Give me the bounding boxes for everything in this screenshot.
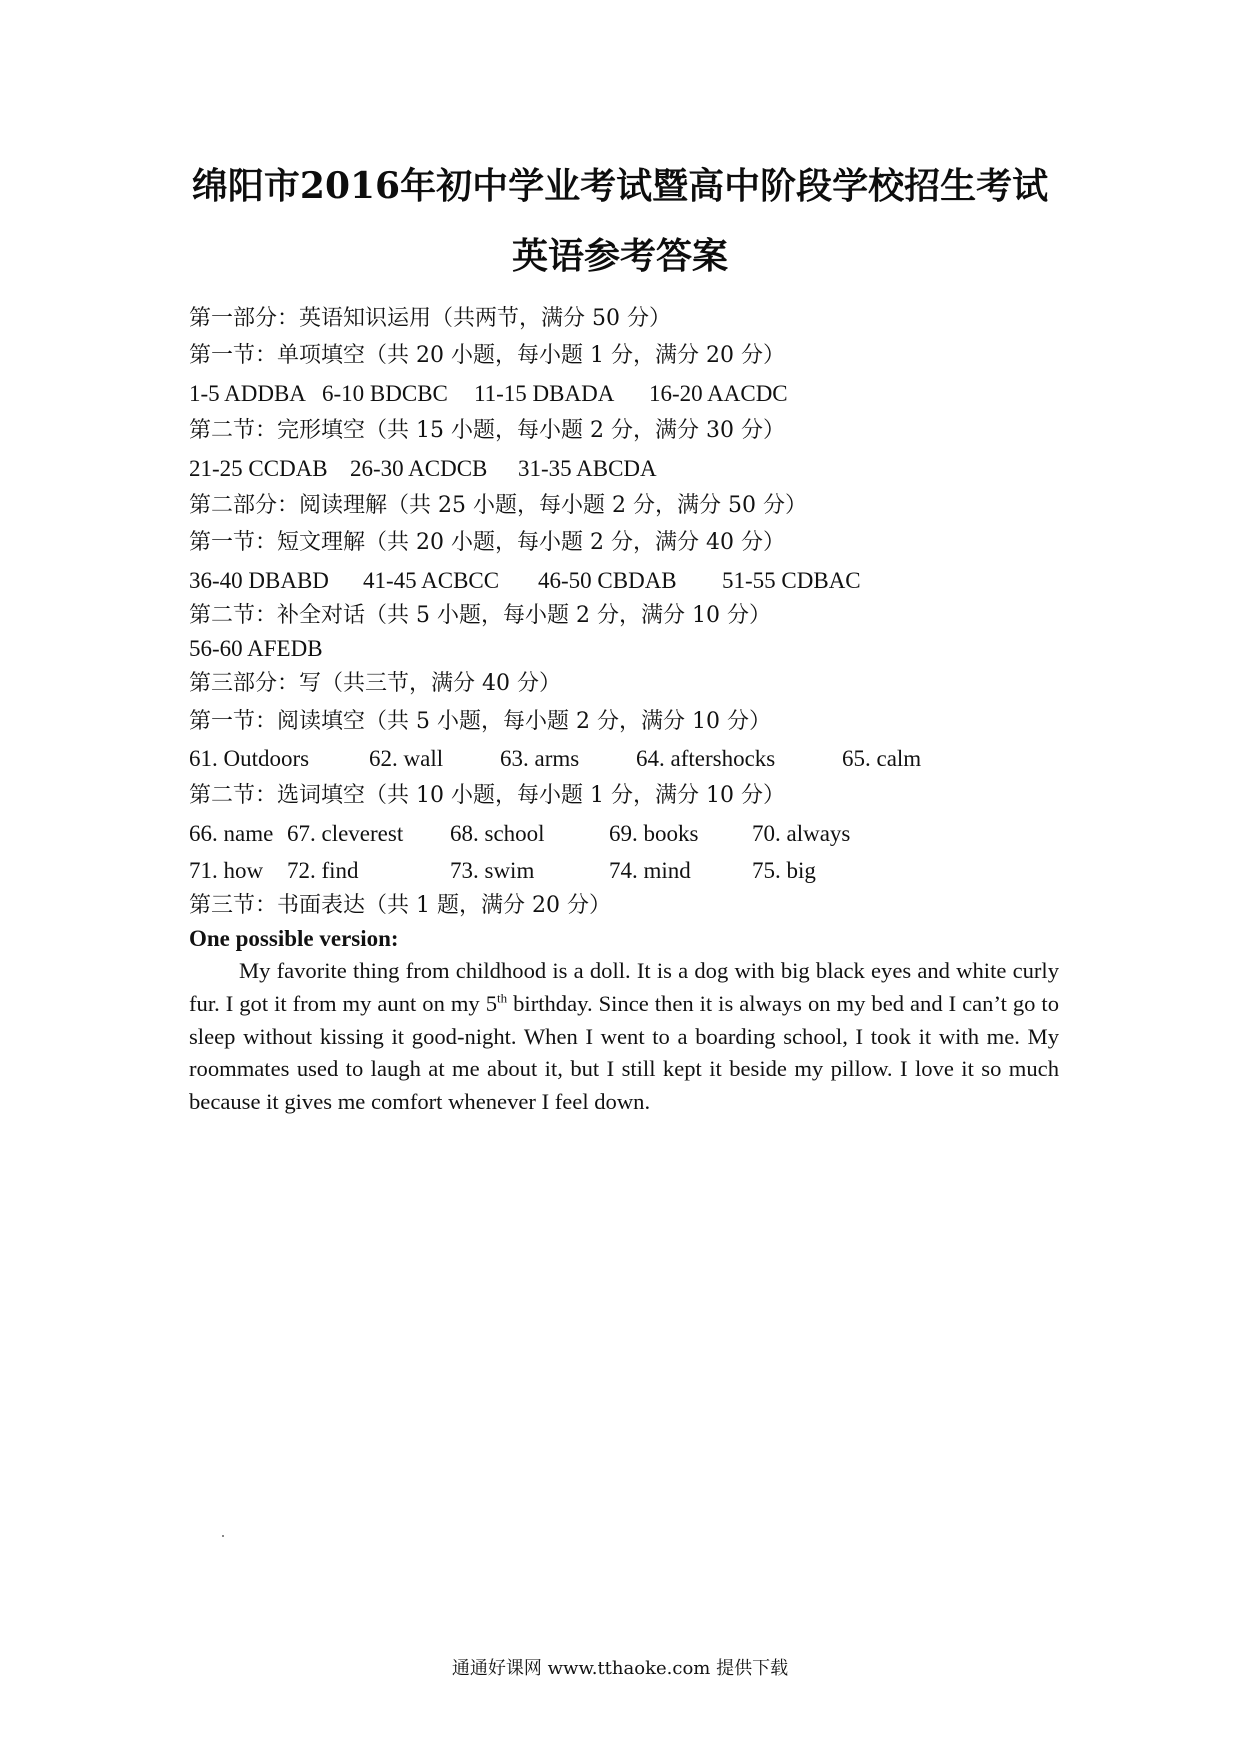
part2-heading: 第二部分：阅读理解（共 25 小题，每小题 2 分，满分 50 分） <box>189 492 807 518</box>
part2-sec1-heading: 第一节：短文理解（共 20 小题，每小题 2 分，满分 40 分） <box>189 530 785 556</box>
answer-word: 67. cleverest <box>287 820 404 846</box>
part3-sec1-heading: 第一节：阅读填空（共 5 小题，每小题 2 分，满分 10 分） <box>189 708 771 734</box>
answer-group: 21-25 CCDAB <box>189 455 328 481</box>
footer-source: 通通好课网 www.tthaoke.com 提供下载 <box>451 1658 789 1679</box>
answer-group: 11-15 DBADA <box>474 380 615 406</box>
answer-body <box>189 300 1059 1118</box>
essay-text-1: My favorite thing from childhood is a doll. It is a dog with big black eyes and white curly fur. I got it from my aunt on my 5 <box>189 958 1059 1017</box>
part1-sec1-heading: 第一节：单项填空（共 20 小题，每小题 1 分，满分 20 分） <box>189 343 785 369</box>
answer-group: 26-30 ACDCB <box>350 455 488 481</box>
answer-group: 1-5 ADDBA <box>189 380 306 406</box>
answer-word: 63. arms <box>500 745 580 771</box>
essay-text-2: birthday. Since then it is always on my bed and I can’t go to sleep without kissing it good-night. When I went to a boarding school, I took it with me. My roommates used to laugh at me about it, but I still kept it beside my pillow. I love it so much because it gives me comfort whenever I feel down. <box>189 991 1059 1114</box>
part3-sec3-heading: 第三节：书面表达（共 1 题，满分 20 分） <box>189 893 611 919</box>
answer-word: 65. calm <box>842 745 922 771</box>
answer-group: 51-55 CDBAC <box>722 567 861 593</box>
answer-word: 61. Outdoors <box>189 745 310 771</box>
answer-word: 72. find <box>287 858 359 884</box>
part2-sec2-answers <box>189 632 1059 665</box>
answer-word: 66. name <box>189 820 274 846</box>
sample-essay <box>189 955 1059 1118</box>
part3-heading: 第三部分：写（共三节，满分 40 分） <box>189 671 561 697</box>
answer-group: 56-60 AFEDB <box>189 636 323 662</box>
answer-group: 46-50 CBDAB <box>538 567 677 593</box>
part2-sec2-heading: 第二节：补全对话（共 5 小题，每小题 2 分，满分 10 分） <box>189 603 771 629</box>
version-label: One possible version: <box>189 926 399 952</box>
page-title: 绵阳市2016年初中学业考试暨高中阶段学校招生考试 <box>191 165 1049 207</box>
answer-word: 74. mind <box>609 858 691 884</box>
page-subtitle: 英语参考答案 <box>511 235 728 277</box>
scan-speck <box>222 1535 224 1537</box>
answer-group: 6-10 BDCBC <box>322 380 448 406</box>
part3-sec1-answers <box>189 740 1059 777</box>
answer-word: 69. books <box>609 820 699 846</box>
answer-group: 31-35 ABCDA <box>518 455 657 481</box>
answer-word: 68. school <box>450 820 545 846</box>
part1-sec2-answers <box>189 450 1059 487</box>
answer-group: 36-40 DBABD <box>189 567 329 593</box>
answer-word: 64. aftershocks <box>636 745 776 771</box>
part3-sec2-answers-row2 <box>189 852 1059 889</box>
answer-group: 16-20 AACDC <box>649 380 788 406</box>
answer-group: 41-45 ACBCC <box>363 567 500 593</box>
part2-sec1-answers <box>189 562 1059 599</box>
part3-sec2-answers-row1 <box>189 815 1059 852</box>
part1-heading: 第一部分：英语知识运用（共两节，满分 50 分） <box>189 306 671 331</box>
ordinal-suffix: th <box>497 990 508 1006</box>
part1-sec2-heading: 第二节：完形填空（共 15 小题，每小题 2 分，满分 30 分） <box>189 418 785 444</box>
answer-word: 70. always <box>752 820 851 846</box>
answer-word: 62. wall <box>369 745 444 771</box>
part1-sec1-answers <box>189 375 1059 412</box>
answer-word: 71. how <box>189 858 264 884</box>
part3-sec2-heading: 第二节：选词填空（共 10 小题，每小题 1 分，满分 10 分） <box>189 783 785 809</box>
answer-word: 73. swim <box>450 858 535 884</box>
answer-word: 75. big <box>752 858 816 884</box>
